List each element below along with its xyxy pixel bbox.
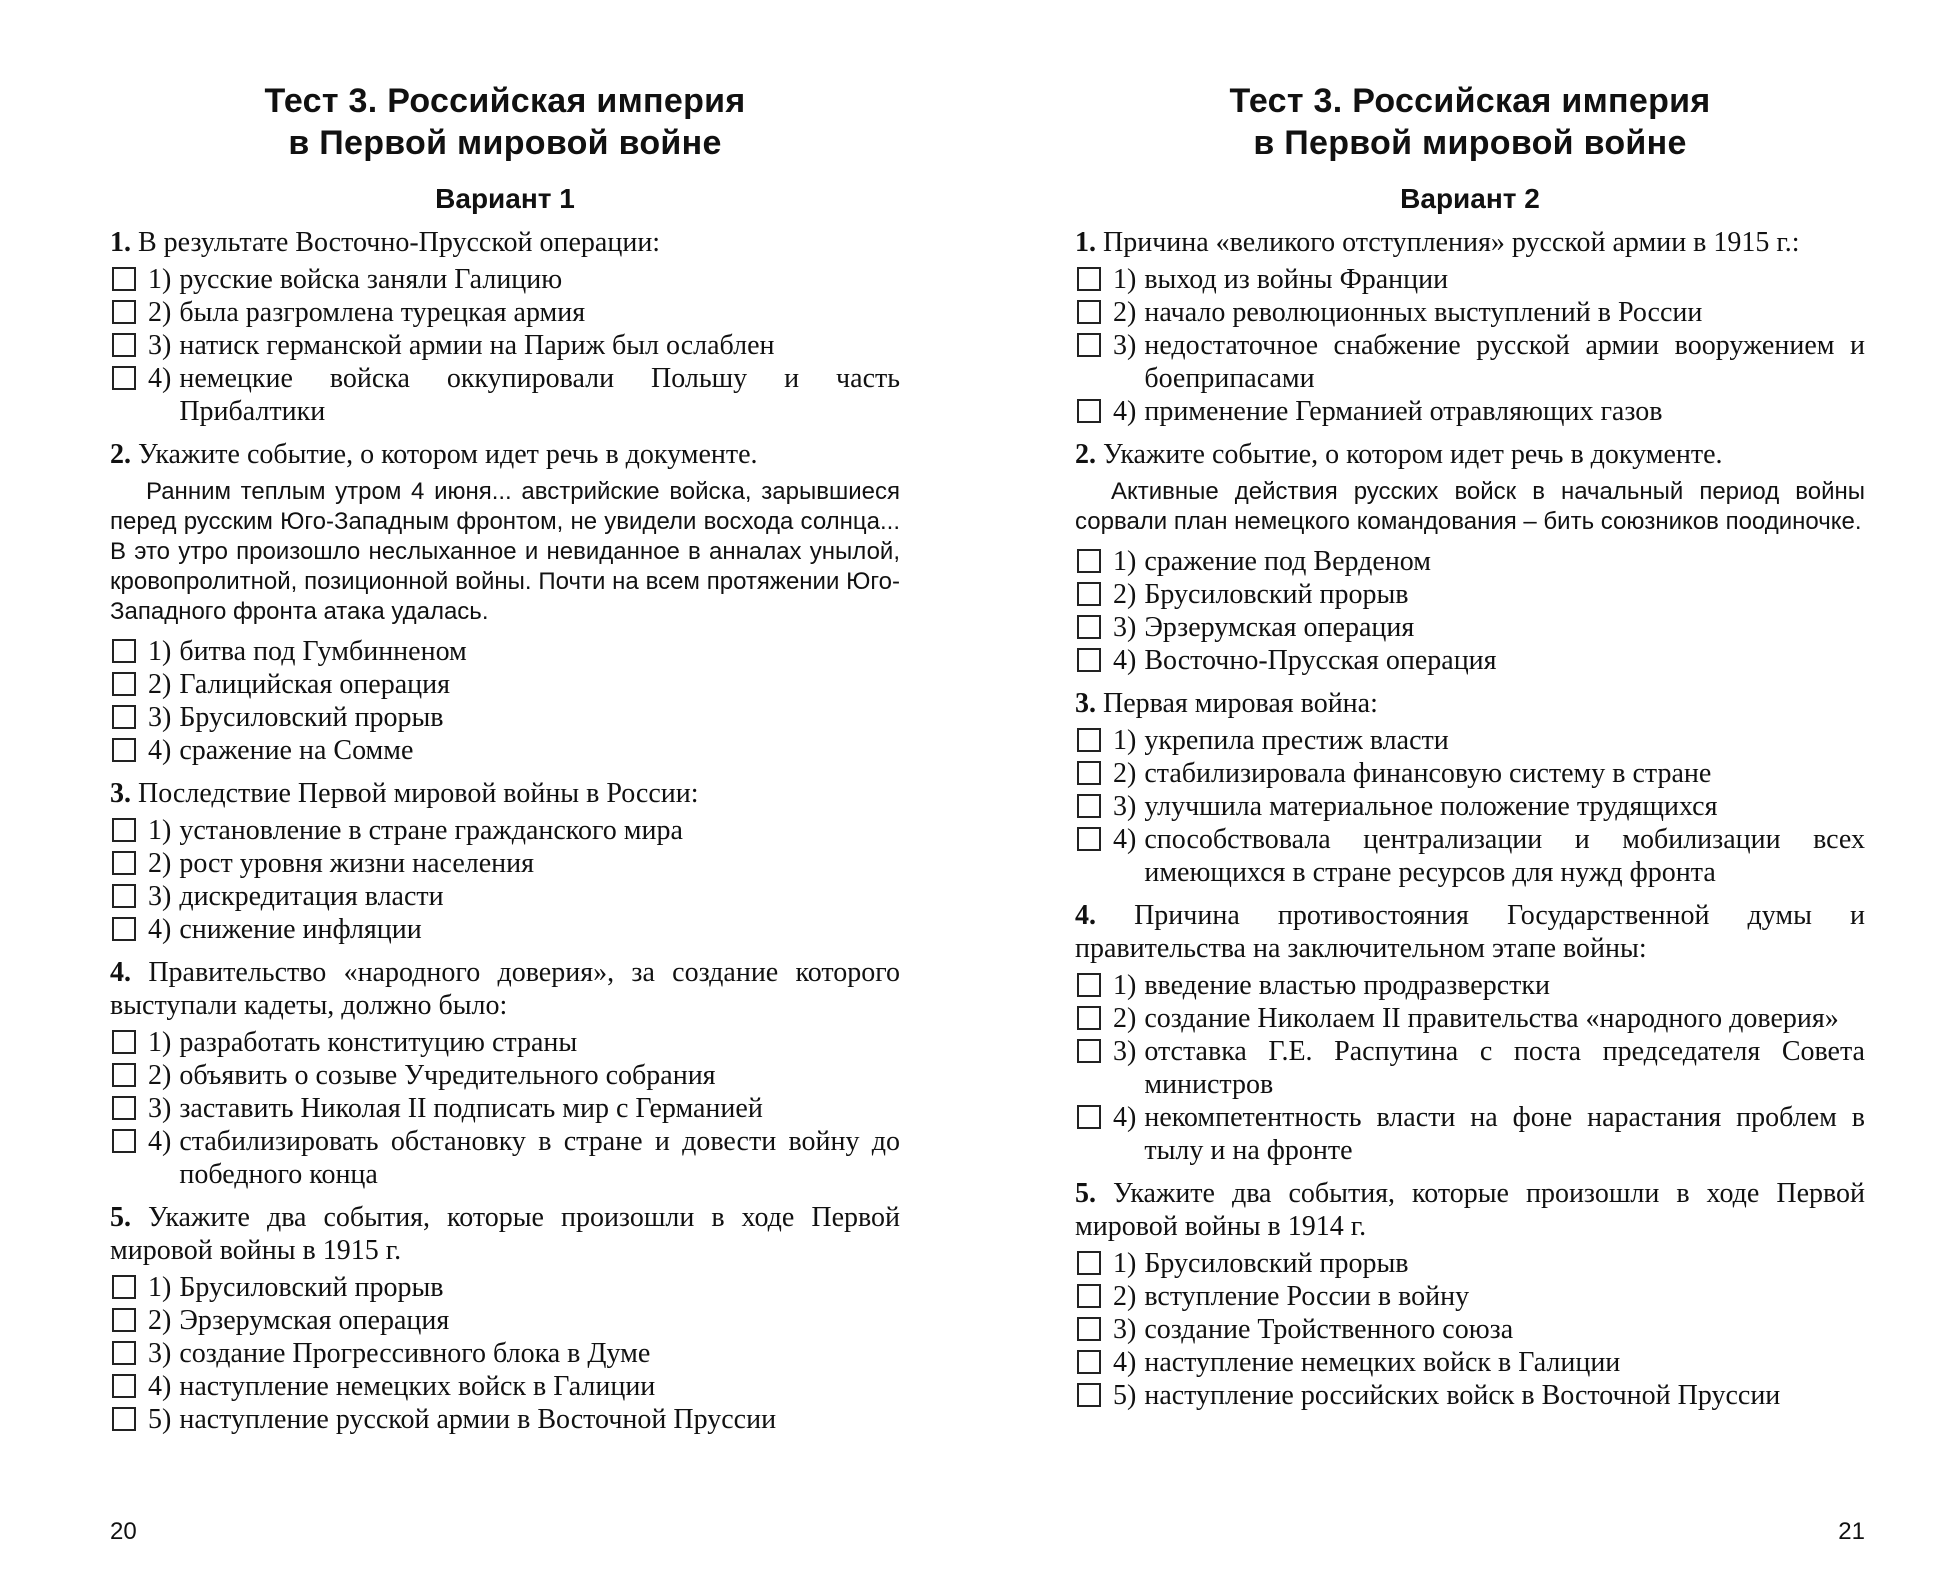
option-number: 4) (148, 1126, 172, 1157)
question-prompt: Первая мировая война: (1103, 688, 1378, 719)
option-number: 4) (1113, 396, 1137, 427)
answer-checkbox[interactable] (112, 1275, 136, 1299)
answer-option[interactable] (1075, 1247, 1865, 1280)
answer-checkbox[interactable] (112, 884, 136, 908)
question-prompt: Укажите два события, которые произошли в ходе Первой мировой войны в 1915 г. (110, 1202, 901, 1266)
answer-checkbox[interactable] (1077, 615, 1101, 639)
question-prompt: Укажите событие, о котором идет речь в документе. (1103, 439, 1723, 470)
option-number: 3) (1113, 791, 1137, 822)
answer-option[interactable] (110, 847, 900, 880)
answer-checkbox[interactable] (112, 818, 136, 842)
question-2 (110, 438, 900, 767)
question-prompt: Правительство «народного доверия», за создание которого выступали кадеты, должно было: (110, 957, 901, 1021)
right-page (1075, 0, 1865, 1586)
option-text: создание Прогрессивного блока в Думе (179, 1338, 651, 1369)
option-number: 1) (148, 636, 172, 667)
variant-heading: Вариант 1 (435, 183, 575, 214)
question-prompt: В результате Восточно-Прусской операции: (138, 227, 661, 258)
question-number: 3. (110, 778, 131, 809)
option-text: объявить о созыве Учредительного собрания (179, 1060, 716, 1091)
answer-option[interactable] (110, 880, 900, 913)
answer-option[interactable] (110, 1125, 900, 1191)
question-text (1075, 226, 1865, 259)
title-line-1: Тест 3. Российская империя (264, 82, 746, 120)
option-number: 2) (148, 297, 172, 328)
option-text: наступление немецких войск в Галиции (1144, 1347, 1621, 1378)
option-text: Восточно-Прусская операция (1144, 645, 1497, 676)
answer-checkbox[interactable] (112, 1407, 136, 1431)
answer-option[interactable] (1075, 823, 1865, 889)
title-line-2: в Первой мировой войне (288, 124, 722, 162)
answer-option[interactable] (110, 701, 900, 734)
option-number: 2) (148, 1305, 172, 1336)
option-text: натиск германской армии на Париж был ослаблен (179, 330, 775, 361)
answer-checkbox[interactable] (1077, 1317, 1101, 1341)
option-text: улучшила материальное положение трудящихся (1144, 791, 1718, 822)
answer-checkbox[interactable] (1077, 549, 1101, 573)
answer-checkbox[interactable] (1077, 1039, 1101, 1063)
option-text: снижение инфляции (179, 914, 422, 945)
option-text: Галицийская операция (179, 669, 451, 700)
document-excerpt: Ранним теплым утром 4 июня... австрийские войска, зарывшиеся перед русским Юго-Западным фронтом, не увидели восхода солнца... В это утро произошло неслыханное и невиданное в анналах унылой, кровопролитной, позиционной войны. Почти на всем протяжении Юго-Западного фронта атака удалась. (110, 478, 900, 625)
option-number: 2) (148, 1060, 172, 1091)
option-number: 3) (1113, 330, 1137, 361)
option-number: 3) (148, 330, 172, 361)
option-text: Эрзерумская операция (179, 1305, 450, 1336)
answer-option[interactable] (110, 1403, 900, 1436)
option-text: наступление российских войск в Восточной Пруссии (1144, 1380, 1781, 1411)
answer-checkbox[interactable] (1077, 1284, 1101, 1308)
answer-option[interactable] (110, 1337, 900, 1370)
answer-checkbox[interactable] (1077, 1383, 1101, 1407)
option-number: 4) (148, 735, 172, 766)
answer-option[interactable] (1075, 969, 1865, 1002)
option-text: Эрзерумская операция (1144, 612, 1415, 643)
question-number: 1. (1075, 227, 1096, 258)
question-4 (1075, 899, 1865, 1167)
answer-checkbox[interactable] (112, 917, 136, 941)
answer-checkbox[interactable] (112, 333, 136, 357)
answer-option[interactable] (1075, 1379, 1865, 1412)
answer-checkbox[interactable] (112, 1030, 136, 1054)
answer-option[interactable] (110, 263, 900, 296)
option-text: установление в стране гражданского мира (179, 815, 683, 846)
option-text: некомпетентность власти на фоне нарастания проблем в тылу и на фронте (1144, 1102, 1865, 1166)
option-number: 2) (1113, 1281, 1137, 1312)
question-text (110, 226, 900, 259)
option-text: отставка Г.Е. Распутина с поста председателя Совета министров (1144, 1036, 1865, 1100)
answer-checkbox[interactable] (1077, 1251, 1101, 1275)
answer-checkbox[interactable] (112, 1341, 136, 1365)
answer-checkbox[interactable] (112, 738, 136, 762)
answer-checkbox[interactable] (1077, 648, 1101, 672)
answer-option[interactable] (110, 1059, 900, 1092)
answer-checkbox[interactable] (1077, 827, 1101, 851)
option-text: наступление русской армии в Восточной Пруссии (179, 1404, 777, 1435)
option-text: Брусиловский прорыв (1144, 579, 1409, 610)
option-number: 4) (148, 363, 172, 394)
option-number: 2) (1113, 758, 1137, 789)
option-number: 1) (1113, 264, 1137, 295)
answer-option[interactable] (1075, 1002, 1865, 1035)
option-number: 4) (1113, 824, 1137, 855)
answer-option[interactable] (110, 362, 900, 428)
question-number: 4. (1075, 900, 1096, 931)
option-text: Брусиловский прорыв (1144, 1248, 1409, 1279)
question-3 (110, 777, 900, 946)
option-number: 4) (1113, 1102, 1137, 1133)
option-text: сражение на Сомме (179, 735, 414, 766)
answer-option[interactable] (1075, 263, 1865, 296)
question-1 (110, 226, 900, 428)
answer-checkbox[interactable] (1077, 300, 1101, 324)
option-text: способствовала централизации и мобилизации всех имеющихся в стране ресурсов для нужд фронта (1144, 824, 1865, 888)
answer-option[interactable] (1075, 545, 1865, 578)
option-number: 2) (148, 848, 172, 879)
question-text (110, 438, 900, 471)
answer-checkbox[interactable] (112, 1096, 136, 1120)
option-text: недостаточное снабжение русской армии вооружением и боеприпасами (1144, 330, 1865, 394)
question-number: 3. (1075, 688, 1096, 719)
answer-checkbox[interactable] (112, 1374, 136, 1398)
option-text: начало революционных выступлений в России (1144, 297, 1703, 328)
answer-option[interactable] (1075, 395, 1865, 428)
question-1 (1075, 226, 1865, 428)
option-text: дискредитация власти (179, 881, 444, 912)
answer-option[interactable] (110, 1304, 900, 1337)
question-4 (110, 956, 900, 1191)
option-text: укрепила престиж власти (1144, 725, 1449, 756)
option-text: выход из войны Франции (1144, 264, 1449, 295)
answer-option[interactable] (1075, 1280, 1865, 1313)
option-number: 1) (1113, 546, 1137, 577)
question-number: 2. (110, 439, 131, 470)
option-number: 1) (1113, 725, 1137, 756)
title-line-2: в Первой мировой войне (1253, 124, 1687, 162)
answer-checkbox[interactable] (1077, 399, 1101, 423)
question-prompt: Причина противостояния Государственной думы и правительства на заключительном этапе войны: (1075, 900, 1865, 964)
option-text: вступление России в войну (1144, 1281, 1470, 1312)
answer-option[interactable] (110, 1092, 900, 1125)
question-list (110, 226, 900, 1436)
answer-checkbox[interactable] (1077, 333, 1101, 357)
question-prompt: Последствие Первой мировой войны в России: (138, 778, 699, 809)
option-number: 2) (1113, 297, 1137, 328)
answer-option[interactable] (1075, 1346, 1865, 1379)
option-text: создание Тройственного союза (1144, 1314, 1514, 1345)
question-2 (1075, 438, 1865, 677)
test-title (1075, 80, 1865, 164)
option-text: битва под Гумбинненом (179, 636, 467, 667)
option-number: 1) (1113, 970, 1137, 1001)
answer-option[interactable] (110, 296, 900, 329)
page-number: 20 (110, 1518, 137, 1545)
test-title (110, 80, 900, 164)
answer-option[interactable] (1075, 790, 1865, 823)
question-prompt: Укажите событие, о котором идет речь в документе. (138, 439, 758, 470)
left-page (110, 0, 900, 1586)
answer-checkbox[interactable] (112, 705, 136, 729)
answer-checkbox[interactable] (112, 672, 136, 696)
answer-checkbox[interactable] (1077, 973, 1101, 997)
option-number: 1) (1113, 1248, 1137, 1279)
answer-option[interactable] (1075, 1313, 1865, 1346)
variant-heading: Вариант 2 (1400, 183, 1540, 214)
answer-option[interactable] (110, 814, 900, 847)
answer-checkbox[interactable] (1077, 1105, 1101, 1129)
question-text (1075, 1177, 1865, 1243)
answer-checkbox[interactable] (112, 300, 136, 324)
option-text: применение Германией отравляющих газов (1144, 396, 1663, 427)
option-number: 1) (148, 815, 172, 846)
question-number: 5. (1075, 1178, 1096, 1209)
option-number: 4) (148, 1371, 172, 1402)
answer-option[interactable] (110, 913, 900, 946)
option-number: 4) (1113, 1347, 1137, 1378)
option-number: 3) (148, 1338, 172, 1369)
answer-checkbox[interactable] (1077, 582, 1101, 606)
option-number: 5) (1113, 1380, 1137, 1411)
option-text: сражение под Верденом (1144, 546, 1431, 577)
option-text: разработать конституцию страны (179, 1027, 578, 1058)
question-5 (1075, 1177, 1865, 1412)
question-prompt: Укажите два события, которые произошли в ходе Первой мировой войны в 1914 г. (1075, 1178, 1866, 1242)
answer-checkbox[interactable] (1077, 1350, 1101, 1374)
option-text: создание Николаем II правительства «народного доверия» (1144, 1003, 1839, 1034)
question-text (110, 1201, 900, 1267)
answer-checkbox[interactable] (112, 1308, 136, 1332)
question-text (1075, 438, 1865, 471)
answer-option[interactable] (110, 1271, 900, 1304)
answer-option[interactable] (110, 734, 900, 767)
answer-option[interactable] (1075, 296, 1865, 329)
answer-option[interactable] (1075, 724, 1865, 757)
question-text (1075, 899, 1865, 965)
answer-option[interactable] (110, 329, 900, 362)
option-number: 2) (1113, 579, 1137, 610)
option-text: стабилизировала финансовую систему в стране (1144, 758, 1712, 789)
document-excerpt: Активные действия русских войск в начальный период войны сорвали план немецкого командования – бить союзников поодиночке. (1075, 478, 1865, 535)
option-number: 3) (1113, 1314, 1137, 1345)
option-number: 1) (148, 264, 172, 295)
answer-option[interactable] (110, 635, 900, 668)
question-list (1075, 226, 1865, 1412)
answer-checkbox[interactable] (112, 851, 136, 875)
option-number: 2) (1113, 1003, 1137, 1034)
answer-option[interactable] (110, 1370, 900, 1403)
answer-option[interactable] (1075, 611, 1865, 644)
option-number: 5) (148, 1404, 172, 1435)
question-number: 4. (110, 957, 131, 988)
answer-checkbox[interactable] (112, 639, 136, 663)
question-number: 5. (110, 1202, 131, 1233)
answer-option[interactable] (1075, 1101, 1865, 1167)
option-number: 2) (148, 669, 172, 700)
option-number: 3) (148, 1093, 172, 1124)
page-number: 21 (1838, 1518, 1865, 1545)
option-text: стабилизировать обстановку в стране и довести войну до победного конца (179, 1126, 900, 1190)
answer-checkbox[interactable] (1077, 728, 1101, 752)
question-number: 2. (1075, 439, 1096, 470)
option-text: заставить Николая II подписать мир с Германией (179, 1093, 763, 1124)
answer-checkbox[interactable] (112, 1129, 136, 1153)
answer-checkbox[interactable] (1077, 1006, 1101, 1030)
option-text: Брусиловский прорыв (179, 702, 444, 733)
option-number: 4) (148, 914, 172, 945)
question-text (110, 777, 900, 810)
option-number: 3) (148, 702, 172, 733)
option-number: 1) (148, 1272, 172, 1303)
option-number: 3) (1113, 612, 1137, 643)
option-text: введение властью продразверстки (1144, 970, 1550, 1001)
question-text (1075, 687, 1865, 720)
option-text: рост уровня жизни населения (179, 848, 534, 879)
answer-checkbox[interactable] (112, 1063, 136, 1087)
answer-checkbox[interactable] (1077, 267, 1101, 291)
option-number: 4) (1113, 645, 1137, 676)
question-5 (110, 1201, 900, 1436)
option-number: 3) (148, 881, 172, 912)
option-text: была разгромлена турецкая армия (179, 297, 586, 328)
answer-checkbox[interactable] (112, 366, 136, 390)
answer-option[interactable] (1075, 1035, 1865, 1101)
option-text: немецкие войска оккупировали Польшу и часть Прибалтики (179, 363, 900, 427)
answer-option[interactable] (1075, 578, 1865, 611)
option-number: 3) (1113, 1036, 1137, 1067)
option-text: русские войска заняли Галицию (179, 264, 563, 295)
option-text: наступление немецких войск в Галиции (179, 1371, 656, 1402)
answer-option[interactable] (1075, 329, 1865, 395)
answer-option[interactable] (110, 1026, 900, 1059)
answer-checkbox[interactable] (1077, 761, 1101, 785)
question-text (110, 956, 900, 1022)
option-text: Брусиловский прорыв (179, 1272, 444, 1303)
answer-checkbox[interactable] (1077, 794, 1101, 818)
question-number: 1. (110, 227, 131, 258)
question-3 (1075, 687, 1865, 889)
answer-checkbox[interactable] (112, 267, 136, 291)
title-line-1: Тест 3. Российская империя (1229, 82, 1711, 120)
question-prompt: Причина «великого отступления» русской армии в 1915 г.: (1103, 227, 1800, 258)
answer-option[interactable] (1075, 644, 1865, 677)
answer-option[interactable] (1075, 757, 1865, 790)
option-number: 1) (148, 1027, 172, 1058)
answer-option[interactable] (110, 668, 900, 701)
